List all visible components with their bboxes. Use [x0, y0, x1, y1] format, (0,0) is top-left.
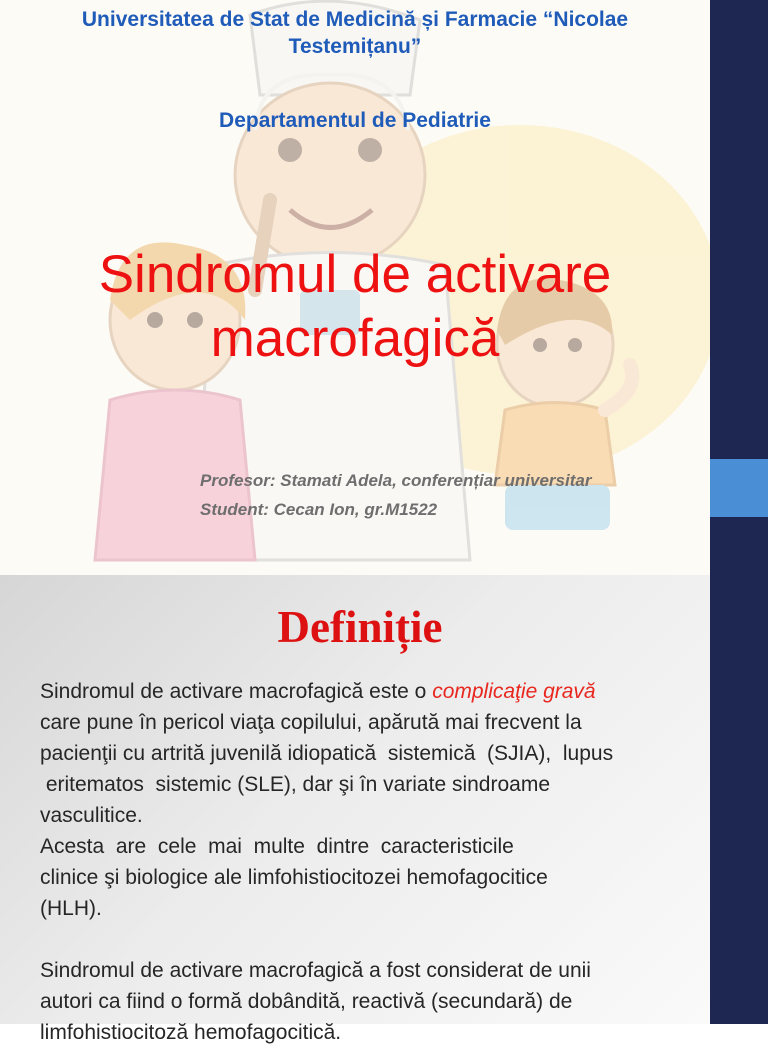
text-line: Sindromul de activare macrofagică a fost considerat de unii: [40, 959, 591, 982]
definition-body: [40, 676, 690, 1048]
text-line: vasculitice.: [40, 804, 143, 827]
text-line: limfohistiocitoză hemofagocitică.: [40, 1021, 342, 1044]
text-line: eritematos sistemic (SLE), dar şi în variate sindroame: [40, 773, 551, 796]
text-line: [40, 676, 690, 707]
professor-line: Profesor: Stamati Adela, conferențiar universitar: [200, 471, 592, 490]
text-line: pacienţii cu artrită juvenilă idiopatică sistemică (SJIA), lupus: [40, 742, 614, 765]
text-fragment: Sindromul de activare macrofagică este o: [40, 680, 433, 703]
student-line: Student: Cecan Ion, gr.M1522: [200, 500, 438, 519]
blank-line: [40, 924, 690, 955]
text-line: Acesta are cele mai multe dintre caracteristicile: [40, 835, 514, 858]
highlighted-phrase: complicaţie gravă: [432, 680, 596, 703]
text-line: (HLH).: [40, 897, 102, 920]
department-name: Departamentul de Pediatrie: [219, 109, 491, 132]
text-line: care pune în pericol viaţa copilului, apărută mai frecvent la: [40, 711, 582, 734]
presentation-title: Sindromul de activare macrofagică: [98, 245, 612, 368]
university-name: Universitatea de Stat de Medicină și Farmacie “Nicolae Testemițanu”: [81, 8, 629, 58]
definition-title: Definiție: [277, 602, 443, 652]
text-line: autori ca fiind o formă dobândită, reactivă (secundară) de: [40, 990, 573, 1013]
definition-slide: [0, 575, 710, 1044]
text-line: clinice şi biologice ale limfohistiocitozei hemofagocitice: [40, 866, 548, 889]
sidebar-accent-block: [710, 459, 768, 517]
